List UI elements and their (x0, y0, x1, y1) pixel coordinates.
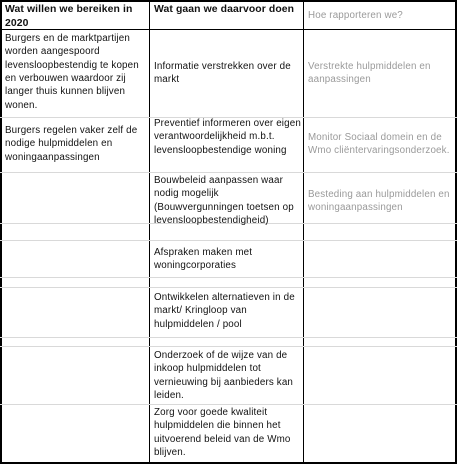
report-item: Monitor Sociaal domein en de Wmo cliëntervaringsonderzoek. (308, 132, 450, 157)
row-divider (0, 240, 457, 241)
action-item: Preventief informeren over eigen verantwoordelijkheid m.b.t. levensloopbestendige woning (154, 118, 301, 156)
table-border-top (0, 0, 457, 2)
report-item: Besteding aan hulpmiddelen en woningaanpassingen (308, 189, 450, 214)
report-item: Verstrekte hulpmiddelen en aanpassingen (308, 61, 431, 86)
column-header-goals: Wat willen we bereiken in 2020 (5, 4, 133, 29)
column-header-actions: Wat gaan we daarvoor doen (154, 4, 295, 15)
row-divider (0, 346, 457, 347)
row-divider (0, 172, 457, 173)
action-item: Ontwikkelen alternatieven in de markt/ Kringloop van hulpmiddelen / pool (154, 292, 295, 330)
column-header-reporting: Hoe rapporteren we? (308, 10, 403, 21)
goal-item: Burgers en de marktpartijen worden aangespoord levensloopbestendig te kopen en verbouwen waardoor zij langer thuis kunnen blijven wonen. (5, 33, 139, 111)
row-divider (0, 404, 457, 405)
row-divider (0, 287, 457, 288)
row-divider (0, 337, 457, 338)
row-divider (0, 277, 457, 278)
action-item: Bouwbeleid aanpassen waar nodig mogelijk (Bouwvergunningen toetsen op levensloopbestendigheid) (154, 175, 294, 226)
action-item: Zorg voor goede kwaliteit hulpmiddelen die binnen het uitvoerend beleid van de Wmo blijven. (154, 407, 291, 458)
action-item: Afspraken maken met woningcorporaties (154, 247, 253, 272)
goal-item: Burgers regelen vaker zelf de nodige hulpmiddelen en woningaanpassingen (5, 125, 138, 163)
action-item: Informatie verstrekken over de markt (154, 61, 291, 86)
action-item: Onderzoek of de wijze van de inkoop hulpmiddelen tot vernieuwing bij aanbieders kan leiden. (154, 350, 294, 401)
